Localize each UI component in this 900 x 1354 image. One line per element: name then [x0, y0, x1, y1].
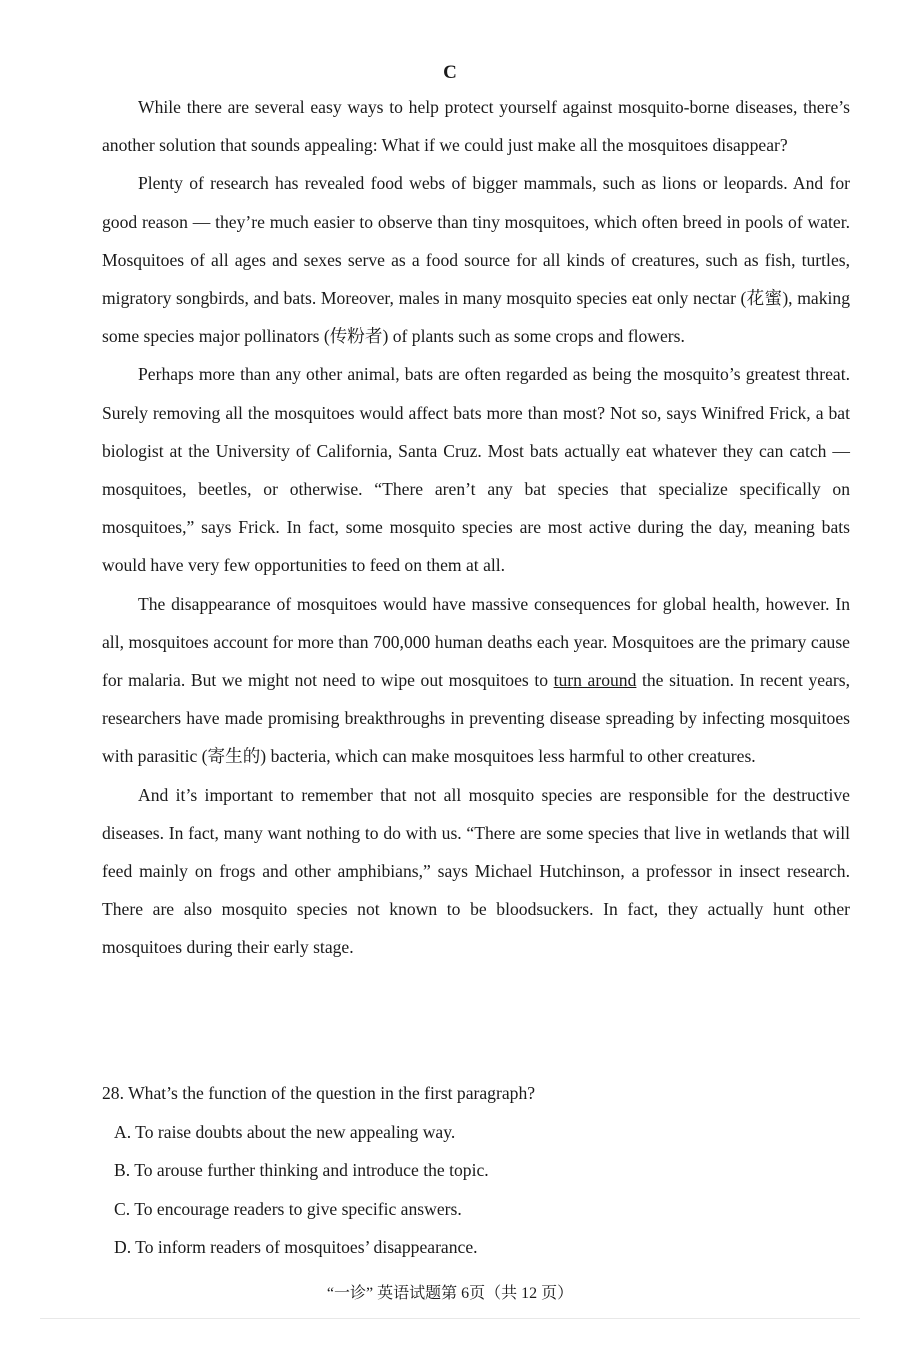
question-stem: 28. What’s the function of the question in the first paragraph?: [102, 1083, 536, 1103]
paragraph-4: [102, 585, 850, 776]
reading-passage: [102, 88, 850, 967]
paragraph-4-text-b: the situation. In recent years, researchers have made promising breakthroughs in preventing disease spreading by infecting mosquitoes with parasitic (寄生的) bacteria, which can make mosquitoes less harmful to other creatures.: [102, 670, 850, 767]
option-a: A. To raise doubts about the new appealing way.: [114, 1121, 456, 1142]
paragraph-3: Perhaps more than any other animal, bats are often regarded as being the mosquito’s greatest threat. Surely removing all the mosquitoes would affect bats more than most? Not so, says Winifred Frick, a bat biologist at the University of California, Santa Cruz. Most bats actually eat whatever they can catch — mosquitoes, beetles, or otherwise. “There aren’t any bat species that specialize specifically on mosquitoes,” says Frick. In fact, some mosquito species are most active during the day, meaning bats would have very few opportunities to feed on them at all.: [102, 364, 850, 576]
page-footer: “一诊” 英语试题第 6页（共 12 页）: [326, 1285, 574, 1302]
paragraph-5: And it’s important to remember that not all mosquito species are responsible for the destructive diseases. In fact, many want nothing to do with us. “There are some species that live in wetlands that will feed mainly on frogs and other amphibians,” says Michael Hutchinson, a professor in insect research. There are also mosquito species not known to be bloodsuckers. In fact, they actually hunt other mosquitoes during their early stage.: [102, 784, 850, 958]
paragraph-1: While there are several easy ways to help protect yourself against mosquito-borne diseases, there’s another solution that sounds appealing: What if we could just make all the mosquitoes disappear?: [102, 97, 850, 156]
option-c: C. To encourage readers to give specific answers.: [114, 1198, 462, 1219]
question-28: [102, 1074, 850, 1267]
option-b: B. To arouse further thinking and introduce the topic.: [114, 1160, 489, 1180]
section-heading: C: [443, 62, 457, 83]
paragraph-4-text-a: The disappearance of mosquitoes would have massive consequences for global health, however. In all, mosquitoes account for more than 700,000 human deaths each year. Mosquitoes are the primary cause for malaria. But we might not need to wipe out mosquitoes to: [102, 593, 850, 691]
paragraph-2: Plenty of research has revealed food webs of bigger mammals, such as lions or leopards. And for good reason — they’re much easier to observe than tiny mosquitoes, which often breed in pools of water. Mosquitoes of all ages and sexes serve as a food source for all kinds of creatures, such as fish, turtles, migratory songbirds, and bats. Moreover, males in many mosquito species eat only nectar (花蜜), making some species major pollinators (传粉者) of plants such as some crops and flowers.: [102, 173, 850, 347]
underlined-phrase: turn around: [553, 670, 637, 691]
footer-divider: [40, 1318, 860, 1319]
option-d: D. To inform readers of mosquitoes’ disappearance.: [114, 1237, 478, 1257]
